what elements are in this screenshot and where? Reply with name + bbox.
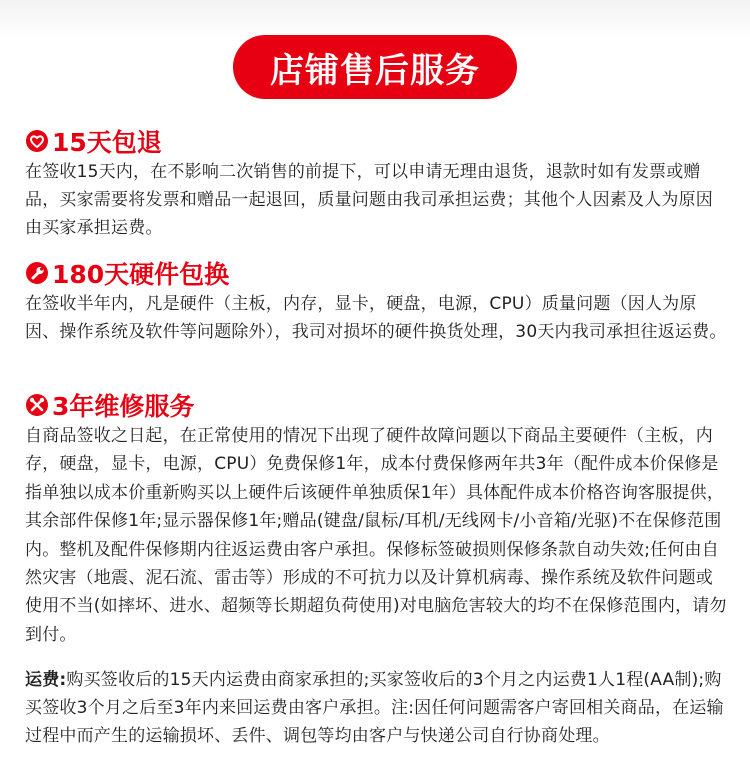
repair-service-section: [25, 388, 730, 649]
wrench-icon: [25, 261, 49, 285]
return-policy-section: [25, 124, 730, 242]
hardware-exchange-section: [25, 256, 730, 346]
repair-service-heading: [25, 388, 730, 422]
heart-icon: [25, 129, 49, 153]
shipping-label: 运费:: [25, 670, 67, 690]
tools-icon: [25, 393, 49, 417]
repair-service-text: 自商品签收之日起，在正常使用的情况下出现了硬件故障问题以下商品主要硬件（主板，内存，硬盘，显卡，电源，CPU）免费保修1年，成本付费保修两年共3年（配件成本价保修是指单独以成本价重新购买以上硬件后该硬件单独质保1年）具体配件成本价格咨询客服提供，其余部件保修1年;显示器保修1年;赠品(键盘/鼠标/耳机/无线网卡/小音箱/光驱)不在保修范围内。整机及配件保修期内往返运费由客户承担。保修标签破损则保修条款自动失效;任何由自然灾害（地震、泥石流、雷击等）形成的不可抗力以及计算机病毒、操作系统及软件问题或使用不当(如摔坏、进水、超频等长期超负荷使用)对电脑危害较大的均不在保修范围内，请勿到付。: [25, 426, 727, 645]
hardware-exchange-title: 180天硬件包换: [52, 260, 230, 289]
page-title: 店铺售后服务: [233, 35, 517, 99]
return-policy-title: 15天包退: [52, 128, 162, 157]
hardware-exchange-heading: [25, 256, 730, 290]
shipping-text: 购买签收后的15天内运费由商家承担的;买家签收后的3个月之内运费1人1程(AA制);购买签收3个月之后至3年内来回运费由客户承担。注:因任何问题需客户寄回相关商品，在运输过程中而产生的运输损坏、丢件、调包等均由客户与快递公司自行协商处理。: [25, 670, 724, 746]
return-policy-text: 在签收15天内，在不影响二次销售的前提下，可以申请无理由退货，退款时如有发票或赠品，买家需要将发票和赠品一起退回，质量问题由我司承担运费；其他个人因素及人为原因由买家承担运费。: [25, 162, 713, 238]
return-policy-heading: [25, 124, 730, 158]
repair-service-title: 3年维修服务: [52, 392, 195, 421]
shipping-note: [25, 666, 730, 750]
hardware-exchange-text: 在签收半年内，凡是硬件（主板，内存，显卡，硬盘，电源，CPU）质量问题（因人为原因、操作系统及软件等问题除外），我司对损坏的硬件换货处理，30天内我司承担往返运费。: [25, 294, 727, 342]
